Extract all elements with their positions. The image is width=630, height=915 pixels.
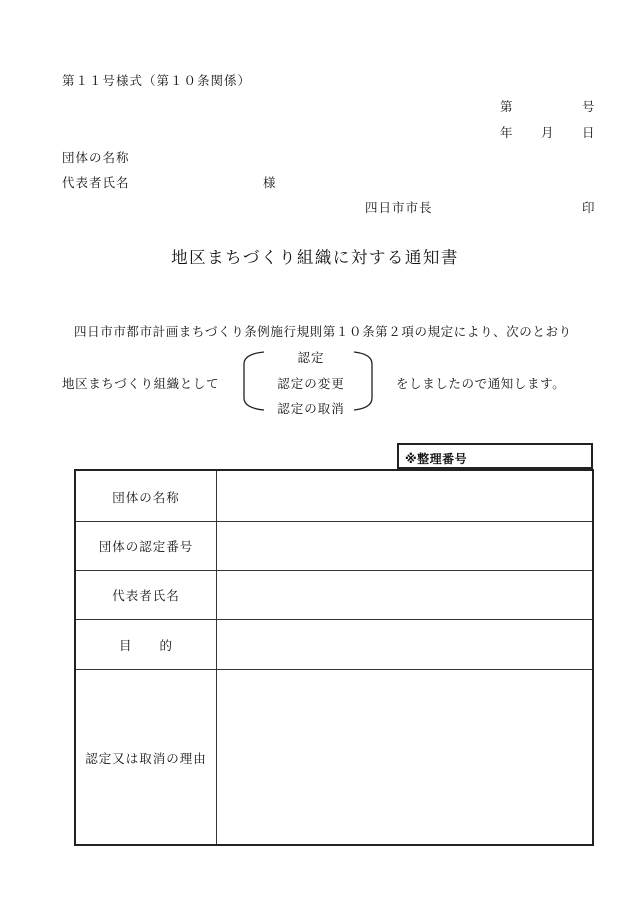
row-divider	[76, 570, 592, 571]
option-revocation: 認定の取消	[277, 401, 345, 416]
row-divider	[76, 521, 592, 522]
honorific: 様	[263, 175, 276, 190]
reference-number-label: ※整理番号	[405, 452, 468, 466]
date-month-label: 月	[541, 125, 554, 140]
addressee-rep-label: 代表者氏名	[62, 175, 130, 190]
row-divider	[76, 669, 592, 670]
row-label-purpose: 目 的	[118, 638, 173, 653]
row-label-org-name: 団体の名称	[112, 490, 180, 505]
body-text-line1: 四日市市都市計画まちづくり条例施行規則第１０条第２項の規定により、次のとおり	[74, 324, 572, 339]
body-text-prefix: 地区まちづくり組織として	[62, 376, 220, 391]
option-approval: 認定	[297, 350, 325, 365]
doc-number-label: 第	[500, 99, 513, 114]
reference-number-box	[397, 443, 593, 469]
date-day-label: 日	[582, 125, 595, 140]
right-bracket-icon	[350, 350, 380, 412]
sender-title: 四日市市長	[365, 200, 433, 215]
date-year-label: 年	[500, 125, 513, 140]
left-bracket-icon	[238, 350, 268, 412]
doc-number-suffix: 号	[582, 99, 595, 114]
body-text-suffix: をしましたので通知します。	[396, 376, 566, 391]
row-label-representative: 代表者氏名	[112, 588, 180, 603]
row-label-reason: 認定又は取消の理由	[85, 751, 207, 766]
seal-mark: 印	[582, 200, 595, 215]
form-number: 第１１号様式（第１０条関係）	[62, 73, 252, 88]
row-divider	[76, 619, 592, 620]
addressee-org-label: 団体の名称	[62, 150, 130, 165]
row-label-approval-number: 団体の認定番号	[98, 539, 194, 554]
notice-table	[74, 469, 594, 846]
option-change: 認定の変更	[277, 376, 345, 391]
label-column	[76, 471, 217, 844]
document-title: 地区まちづくり組織に対する通知書	[171, 248, 459, 267]
